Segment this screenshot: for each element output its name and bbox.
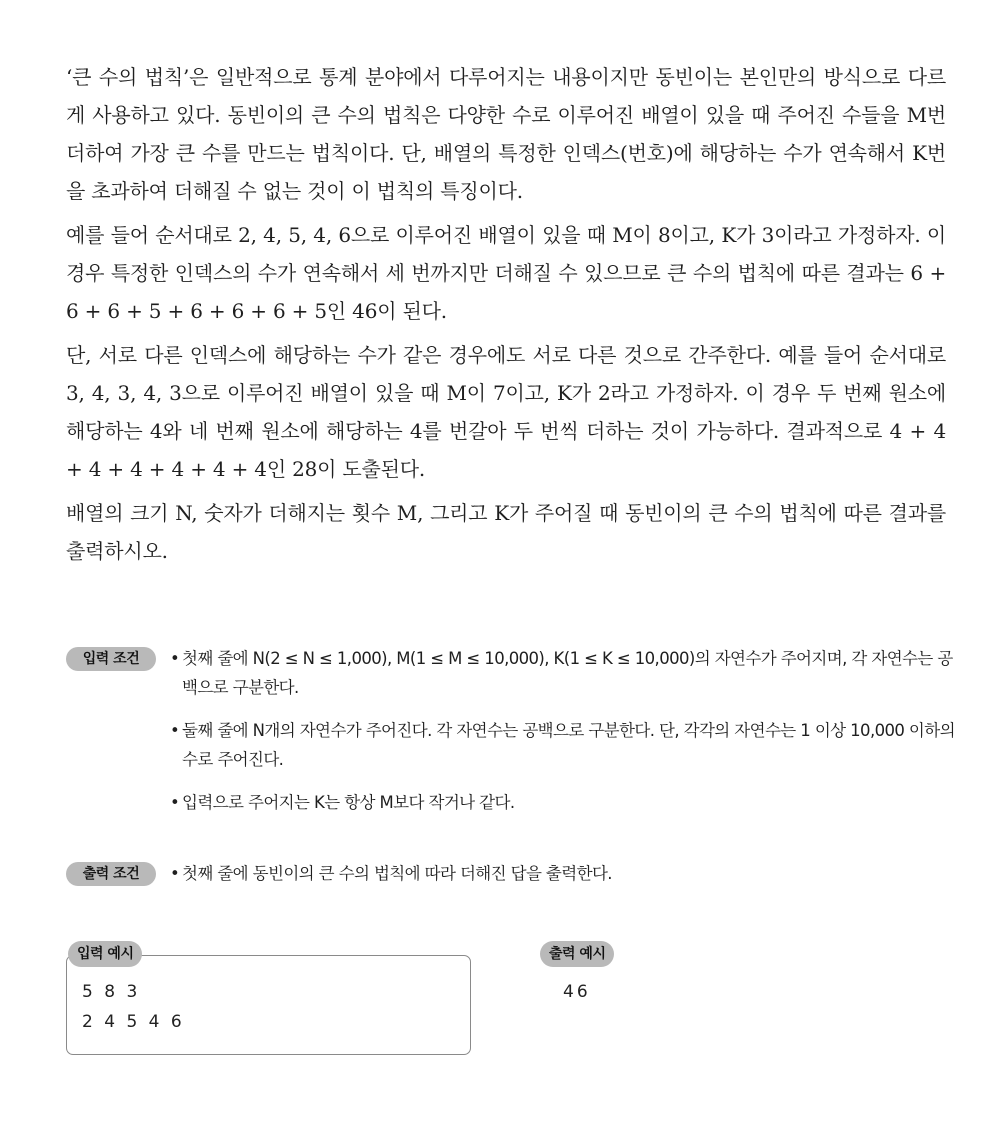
input-example-line: 2 4 5 4 6 bbox=[82, 1012, 185, 1032]
input-condition-item: • 입력으로 주어지는 K는 항상 M보다 작거나 같다. bbox=[170, 788, 956, 817]
output-example-line: 46 bbox=[563, 982, 591, 1002]
input-conditions-label: 입력 조건 bbox=[66, 647, 156, 671]
output-conditions bbox=[66, 859, 956, 899]
input-example-label: 입력 예시 bbox=[68, 941, 142, 967]
input-conditions bbox=[66, 644, 956, 844]
input-condition-item: • 첫째 줄에 N(2 ≤ N ≤ 1,000), M(1 ≤ M ≤ 10,000), K(1 ≤ K ≤ 10,000)의 자연수가 주어지며, 각 자연수는 공백으로 구분한다. bbox=[170, 644, 956, 702]
problem-description bbox=[66, 58, 946, 576]
input-example-line: 5 8 3 bbox=[82, 982, 141, 1002]
output-example-label: 출력 예시 bbox=[540, 941, 614, 967]
output-conditions-list bbox=[170, 859, 956, 902]
output-conditions-label: 출력 조건 bbox=[66, 862, 156, 886]
input-conditions-list bbox=[170, 644, 956, 831]
paragraph-example-1: 예를 들어 순서대로 2, 4, 5, 4, 6으로 이루어진 배열이 있을 때 M이 8이고, K가 3이라고 가정하자. 이 경우 특정한 인덱스의 수가 연속해서 세 번까지만 더해질 수 있으므로 큰 수의 법칙에 따른 결과는 6 + 6 + 6 + 5 + 6 + 6 + 6 + 5인 46이 된다. bbox=[66, 223, 946, 323]
input-condition-item: • 둘째 줄에 N개의 자연수가 주어진다. 각 자연수는 공백으로 구분한다. 단, 각각의 자연수는 1 이상 10,000 이하의 수로 주어진다. bbox=[170, 716, 956, 774]
paragraph-task: 배열의 크기 N, 숫자가 더해지는 횟수 M, 그리고 K가 주어질 때 동빈이의 큰 수의 법칙에 따른 결과를 출력하시오. bbox=[66, 501, 946, 563]
paragraph-example-2: 단, 서로 다른 인덱스에 해당하는 수가 같은 경우에도 서로 다른 것으로 간주한다. 예를 들어 순서대로 3, 4, 3, 4, 3으로 이루어진 배열이 있을 때 M이 7이고, K가 2라고 가정하자. 이 경우 두 번째 원소에 해당하는 4와 네 번째 원소에 해당하는 4를 번갈아 두 번씩 더하는 것이 가능하다. 결과적으로 4 + 4 + 4 + 4 + 4 + 4 + 4인 28이 도출된다. bbox=[66, 343, 946, 481]
paragraph-intro: ‘큰 수의 법칙’은 일반적으로 통계 분야에서 다루어지는 내용이지만 동빈이는 본인만의 방식으로 다르게 사용하고 있다. 동빈이의 큰 수의 법칙은 다양한 수로 이루어진 배열이 있을 때 주어진 수들을 M번 더하여 가장 큰 수를 만드는 법칙이다. 단, 배열의 특정한 인덱스(번호)에 해당하는 수가 연속해서 K번을 초과하여 더해질 수 없는 것이 이 법칙의 특징이다. bbox=[66, 65, 946, 203]
output-condition-item: • 첫째 줄에 동빈이의 큰 수의 법칙에 따라 더해진 답을 출력한다. bbox=[170, 859, 956, 888]
